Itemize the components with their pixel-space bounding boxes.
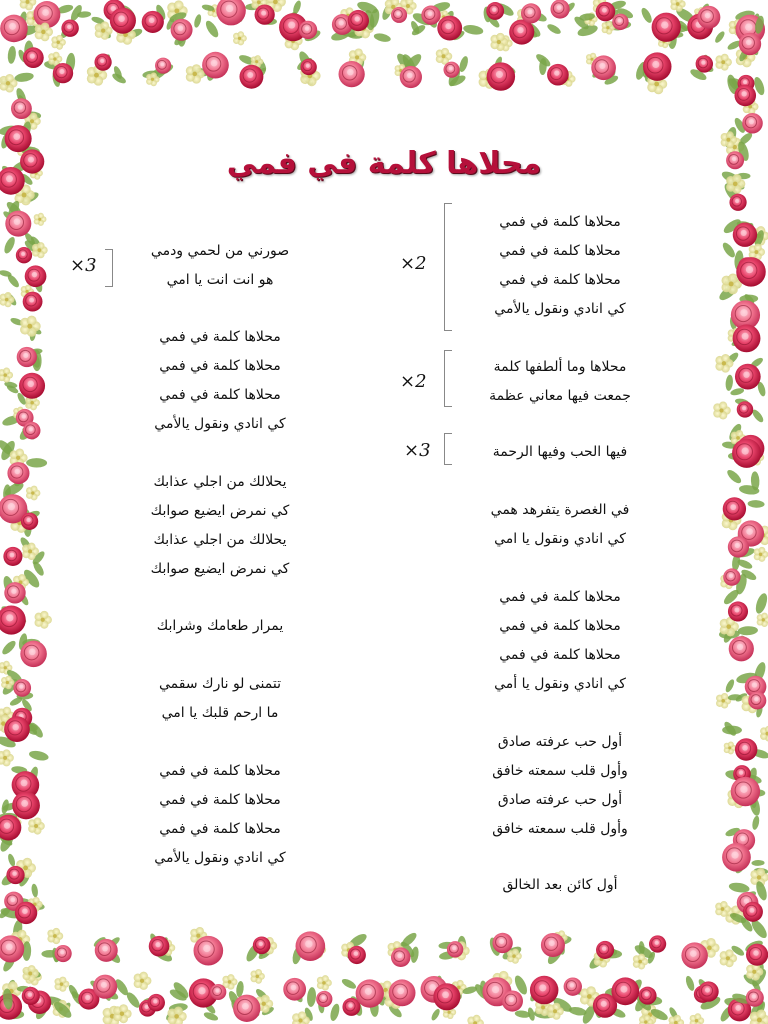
verse-line: فيها الحب وفيها الرحمة bbox=[492, 444, 628, 460]
verse-line: صورني من لحمي ودمي bbox=[150, 243, 290, 259]
verse-line: كي نمرض ايضيع صوابك bbox=[150, 561, 290, 577]
verse-line: تتمنى لو نارك سقمي bbox=[159, 676, 281, 692]
verse-line: محلاها كلمة في فمي bbox=[159, 329, 281, 345]
repeat-marker: ×2 bbox=[400, 253, 427, 274]
verse-line: هو انت انت يا امي bbox=[166, 272, 274, 288]
stanza bbox=[460, 871, 660, 900]
stanza bbox=[120, 612, 320, 641]
verse-line: أول حب عرفته صادق bbox=[497, 792, 623, 808]
verse-line: كي نمرض ايضيع صوابك bbox=[150, 503, 290, 519]
verse-line: محلاها وما ألطفها كلمة bbox=[493, 359, 627, 375]
stanza bbox=[460, 438, 660, 467]
stanza bbox=[460, 496, 660, 554]
verse-line: أول كائن بعد الخالق bbox=[502, 877, 618, 893]
verse-line: محلاها كلمة في فمي bbox=[499, 618, 621, 634]
verse-line: جمعت فيها معاني عظمة bbox=[489, 388, 631, 404]
stanza bbox=[120, 670, 320, 728]
verse-line: محلاها كلمة في فمي bbox=[499, 272, 621, 288]
verse-line: أول حب عرفته صادق bbox=[497, 734, 623, 750]
verse-line: محلاها كلمة في فمي bbox=[499, 214, 621, 230]
verse-line: محلاها كلمة في فمي bbox=[159, 821, 281, 837]
verse-line: كي انادي ونقول يا امي bbox=[494, 531, 626, 547]
stanza bbox=[120, 237, 320, 295]
stanza bbox=[460, 583, 660, 699]
stanza bbox=[120, 468, 320, 584]
verse-line: يحلالك من اجلي عذابك bbox=[153, 474, 287, 490]
stanza bbox=[120, 757, 320, 873]
page-title: محلاها كلمة في فمي bbox=[226, 146, 542, 181]
verse-line: محلاها كلمة في فمي bbox=[499, 243, 621, 259]
repeat-bracket bbox=[444, 350, 452, 407]
verse-line: كي انادي ونقول يالأمي bbox=[154, 416, 286, 432]
repeat-marker: ×3 bbox=[70, 255, 97, 276]
stanza bbox=[120, 323, 320, 439]
verse-line: في الغصرة يتفرهد همي bbox=[490, 502, 630, 518]
verse-line: محلاها كلمة في فمي bbox=[159, 792, 281, 808]
verse-line: يمرار طعامك وشرابك bbox=[156, 618, 284, 634]
verse-line: وأول قلب سمعته خافق bbox=[492, 821, 628, 837]
repeat-bracket bbox=[444, 203, 452, 331]
stanza bbox=[460, 353, 660, 411]
verse-line: محلاها كلمة في فمي bbox=[159, 763, 281, 779]
verse-line: ما ارحم قلبك يا امي bbox=[161, 705, 279, 721]
stanza bbox=[460, 208, 660, 324]
verse-line: محلاها كلمة في فمي bbox=[159, 358, 281, 374]
repeat-marker: ×3 bbox=[404, 440, 431, 461]
repeat-marker: ×2 bbox=[400, 371, 427, 392]
verse-line: محلاها كلمة في فمي bbox=[499, 589, 621, 605]
verse-line: كي انادي ونقول يالأمي bbox=[154, 850, 286, 866]
verse-line: وأول قلب سمعته خافق bbox=[492, 763, 628, 779]
stanza bbox=[460, 728, 660, 844]
verse-line: كي انادي ونقول يالأمي bbox=[494, 301, 626, 317]
verse-line: محلاها كلمة في فمي bbox=[499, 647, 621, 663]
repeat-bracket bbox=[444, 433, 452, 465]
repeat-bracket bbox=[105, 249, 113, 287]
verse-line: كي انادي ونقول يا أمي bbox=[494, 676, 626, 692]
verse-line: يحلالك من اجلي عذابك bbox=[153, 532, 287, 548]
verse-line: محلاها كلمة في فمي bbox=[159, 387, 281, 403]
